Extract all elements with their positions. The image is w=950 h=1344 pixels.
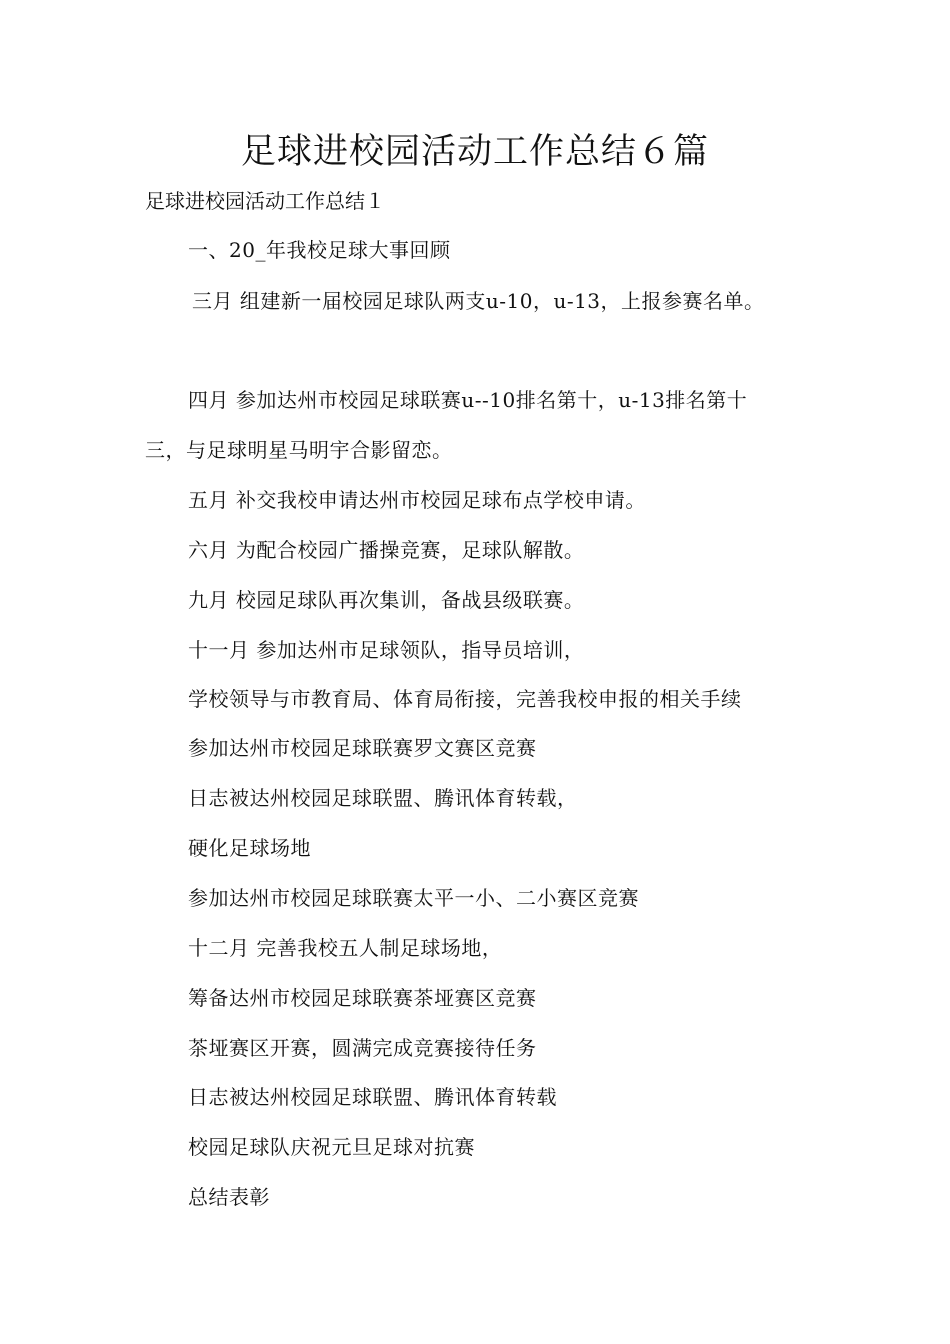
paragraph-line: 筹备达州市校园足球联赛茶垭赛区竞赛 xyxy=(188,986,537,1010)
paragraph-line: 四月 参加达州市校园足球联赛u--10排名第十，u-13排名第十 xyxy=(188,388,748,412)
paragraph-line: 总结表彰 xyxy=(188,1185,270,1209)
paragraph-line: 九月 校园足球队再次集训，备战县级联赛。 xyxy=(188,588,585,612)
paragraph-line: 茶垭赛区开赛，圆满完成竞赛接待任务 xyxy=(188,1036,537,1060)
paragraph-line: 日志被达州校园足球联盟、腾讯体育转载， xyxy=(188,786,578,810)
paragraph-line: 十二月 完善我校五人制足球场地， xyxy=(188,936,503,960)
paragraph-line: 六月 为配合校园广播操竞赛，足球队解散。 xyxy=(188,538,585,562)
paragraph-line: 日志被达州校园足球联盟、腾讯体育转载 xyxy=(188,1085,557,1109)
document-subtitle: 足球进校园活动工作总结１ xyxy=(145,189,385,213)
paragraph-line: 参加达州市校园足球联赛太平一小、二小赛区竞赛 xyxy=(188,886,639,910)
paragraph-line: 学校领导与市教育局、体育局衔接，完善我校申报的相关手续 xyxy=(188,687,742,711)
document-title: 足球进校园活动工作总结６篇 xyxy=(240,132,709,172)
paragraph-line: 参加达州市校园足球联赛罗文赛区竞赛 xyxy=(188,736,537,760)
paragraph-line: 五月 补交我校申请达州市校园足球布点学校申请。 xyxy=(188,488,646,512)
paragraph-line: 三，与足球明星马明宇合影留恋。 xyxy=(145,438,453,462)
paragraph-line: 校园足球队庆祝元旦足球对抗赛 xyxy=(188,1135,475,1159)
paragraph-line: 硬化足球场地 xyxy=(188,836,311,860)
paragraph-line: 三月 组建新一届校园足球队两支u-10，u-13，上报参赛名单。 xyxy=(192,289,765,313)
paragraph-line: 十一月 参加达州市足球领队，指导员培训， xyxy=(188,638,585,662)
section-heading: 一、20_年我校足球大事回顾 xyxy=(188,238,451,262)
